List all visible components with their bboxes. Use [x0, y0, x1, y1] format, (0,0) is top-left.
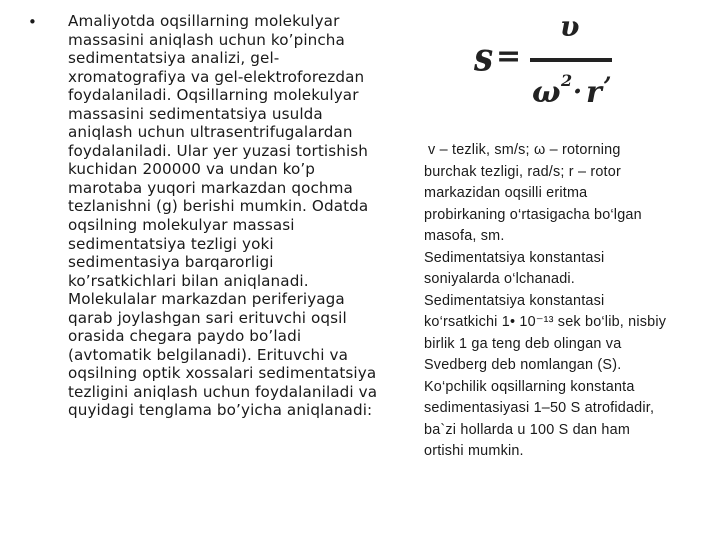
sedimentation-formula-image [470, 6, 620, 118]
bullet-point: • [28, 13, 37, 31]
formula-denominator-omega: ω [532, 75, 561, 110]
formula-dot: · [573, 77, 583, 107]
right-paragraph-body: burchak tezligi, rad/s; r – rotor markazidan oqsilli eritma probirkaning o‘rtasigacha bo‘lgan masofa, sm. Sedimentatsiya konstantasi soniyalarda o‘lchanadi. Sedimentatsiya konstantasi ko‘rsatkichi 1• 10⁻¹³ sek bo‘lib, nisbiy birlik 1 ga teng deb olingan va Svedberg deb nomlangan (S). Ko‘pchilik oqsillarning konstanta sedimentasiyasi 1–50 S atrofidadir, ba`zi hollarda u 100 S dan ham ortishi mumkin. [424, 163, 667, 459]
right-paragraph-first-line: v – tezlik, sm/s; ω – rotorning [428, 142, 621, 158]
formula-exponent: 2 [561, 71, 573, 90]
formula-comma: , [604, 60, 612, 86]
formula-fraction-bar [530, 58, 612, 62]
formula-lhs: s [474, 34, 494, 81]
right-paragraph [424, 140, 704, 463]
left-paragraph: Amaliyotda oqsillarning molekulyar massasini aniqlash uchun ko’pincha sedimentatsiya analizi, gel- xromatografiya va gel-elektroforezdan foydalaniladi. Oqsillarning molekulyar massasini sedimentatsiya usulda aniqlash uchun ultrasentrifugalardan foydalaniladi. Ular yer yuzasi tortishish kuchidan 200000 va undan ko’p marotaba yuqori markazdan qochma tezlanishni (g) berishi mumkin. Odatda oqsilning molekulyar massasi sedimentatsiya tezligi yoki sedimentasiya barqarorligi ko’rsatkichlari bilan aniqlanadi. Molekulalar markazdan periferiyaga qarab joylashgan sari erituvchi oqsil orasida chegara paydo bo’ladi (avtomatik belgilanadi). Erituvchi va oqsilning optik xossalari sedimentatsiya tezligini aniqlash uchun foydalaniladi va quyidagi tenglama bo’yicha aniqlanadi: [68, 12, 378, 420]
formula-denominator-r: r [586, 75, 602, 110]
formula-numerator: υ [560, 10, 580, 43]
formula-equals: = [496, 39, 522, 74]
